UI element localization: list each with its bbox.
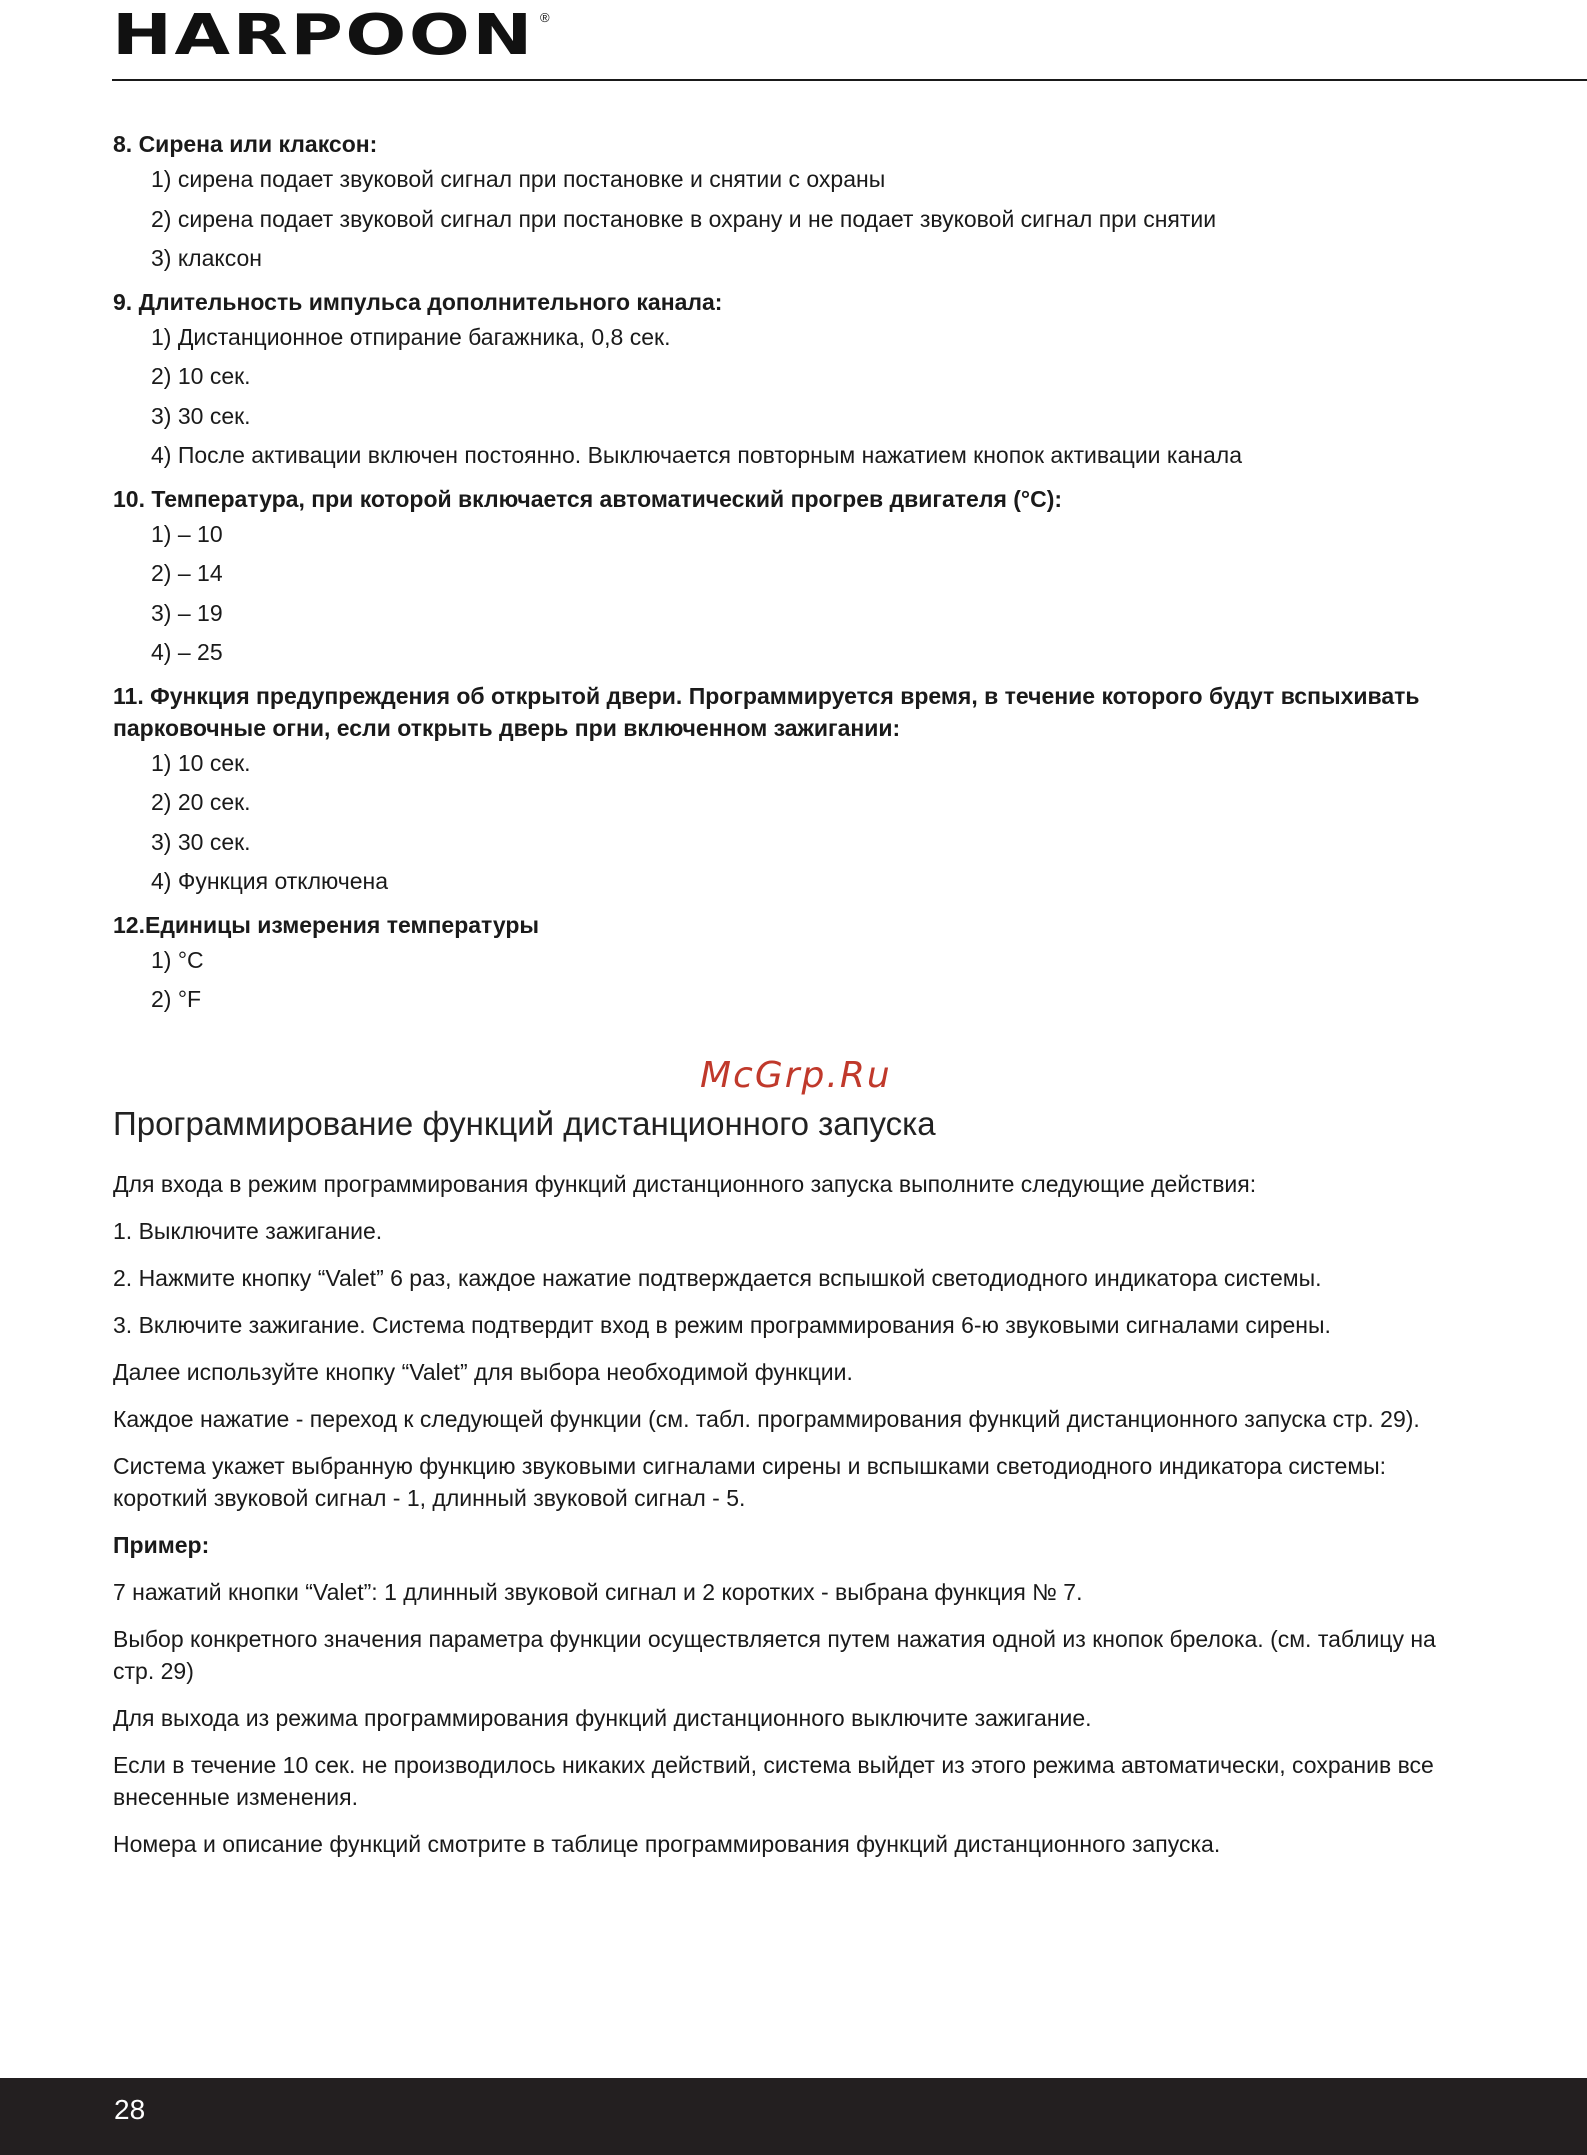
section-title-12: 12.Единицы измерения температуры xyxy=(113,911,540,938)
paragraph: 7 нажатий кнопки “Valet”: 1 длинный звуковой сигнал и 2 коротких - выбрана функция № 7. xyxy=(113,1579,1083,1605)
paragraph: Для выхода из режима программирования функций дистанционного выключите зажигание. xyxy=(113,1705,1092,1731)
paragraph: 2. Нажмите кнопку “Valet” 6 раз, каждое нажатие подтверждается вспышкой светодиодного индикатора системы. xyxy=(113,1265,1322,1291)
section-title-9: 9. Длительность импульса дополнительного канала: xyxy=(113,288,723,315)
option-item: 1) сирена подает звуковой сигнал при постановке и снятии с охраны xyxy=(151,166,886,192)
option-item: 1) °C xyxy=(151,946,204,973)
option-item: 3) 30 сек. xyxy=(151,402,251,429)
option-item: 2) сирена подает звуковой сигнал при постановке в охрану и не подает звуковой сигнал при снятии xyxy=(151,205,1217,232)
paragraph: Выбор конкретного значения параметра функции осуществляется путем нажатия одной из кнопок брелока. (см. таблицу на стр. 29) xyxy=(113,1626,1436,1684)
option-item: 2) 20 сек. xyxy=(151,789,251,815)
paragraph: Система укажет выбранную функцию звуковыми сигналами сирены и вспышками светодиодного индикатора системы: короткий звуковой сигнал - 1, длинный звуковой сигнал - 5. xyxy=(113,1453,1387,1511)
page-footer xyxy=(0,2078,1587,2155)
option-item: 3) – 19 xyxy=(151,599,223,626)
logo-text: HARPOON xyxy=(112,3,535,68)
harpoon-logo xyxy=(112,3,535,68)
paragraph: Далее используйте кнопку “Valet” для выбора необходимой функции. xyxy=(113,1359,853,1385)
paragraph: Для входа в режим программирования функций дистанционного запуска выполните следующие действия: xyxy=(113,1171,1257,1197)
programming-section xyxy=(113,1102,1473,1875)
page-number: 28 xyxy=(114,2094,146,2125)
section-title-11: 11. Функция предупреждения об открытой двери. Программируется время, в течение которого будут вспыхивать парковочные огни, если открыть дверь при включенном зажигании: xyxy=(113,682,1420,741)
paragraph: Если в течение 10 сек. не производилось никаких действий, система выйдет из этого режима автоматически, сохранив все внесенные изменения. xyxy=(113,1752,1434,1810)
option-item: 2) °F xyxy=(151,986,202,1012)
option-item: 4) После активации включен постоянно. Выключается повторным нажатием кнопок активации канала xyxy=(151,442,1242,468)
watermark: McGrp.Ru xyxy=(700,1055,892,1096)
option-item: 4) Функция отключена xyxy=(151,868,389,894)
settings-list xyxy=(113,128,1473,1020)
option-item: 3) клаксон xyxy=(151,245,262,271)
registered-mark: ® xyxy=(540,10,550,25)
option-item: 1) 10 сек. xyxy=(151,749,251,776)
paragraph: Номера и описание функций смотрите в таблице программирования функций дистанционного запуска. xyxy=(113,1831,1221,1857)
section-title-10: 10. Температура, при которой включается автоматический прогрев двигателя (°C): xyxy=(113,485,1063,512)
paragraph: 3. Включите зажигание. Система подтвердит вход в режим программирования 6-ю звуковыми сигналами сирены. xyxy=(113,1312,1331,1338)
option-item: 2) – 14 xyxy=(151,560,223,586)
header-rule xyxy=(112,79,1587,81)
page-header xyxy=(0,0,1587,82)
option-item: 1) Дистанционное отпирание багажника, 0,8 сек. xyxy=(151,323,671,350)
option-item: 2) 10 сек. xyxy=(151,363,251,389)
example-label: Пример: xyxy=(113,1532,210,1558)
option-item: 3) 30 сек. xyxy=(151,828,251,855)
section-heading: Программирование функций дистанционного запуска xyxy=(113,1105,936,1142)
option-item: 4) – 25 xyxy=(151,639,223,665)
option-item: 1) – 10 xyxy=(151,520,223,547)
paragraph: Каждое нажатие - переход к следующей функции (см. табл. программирования функций дистанционного запуска стр. 29). xyxy=(113,1406,1420,1432)
paragraph: 1. Выключите зажигание. xyxy=(113,1218,383,1244)
section-title-8: 8. Сирена или клаксон: xyxy=(113,131,378,157)
